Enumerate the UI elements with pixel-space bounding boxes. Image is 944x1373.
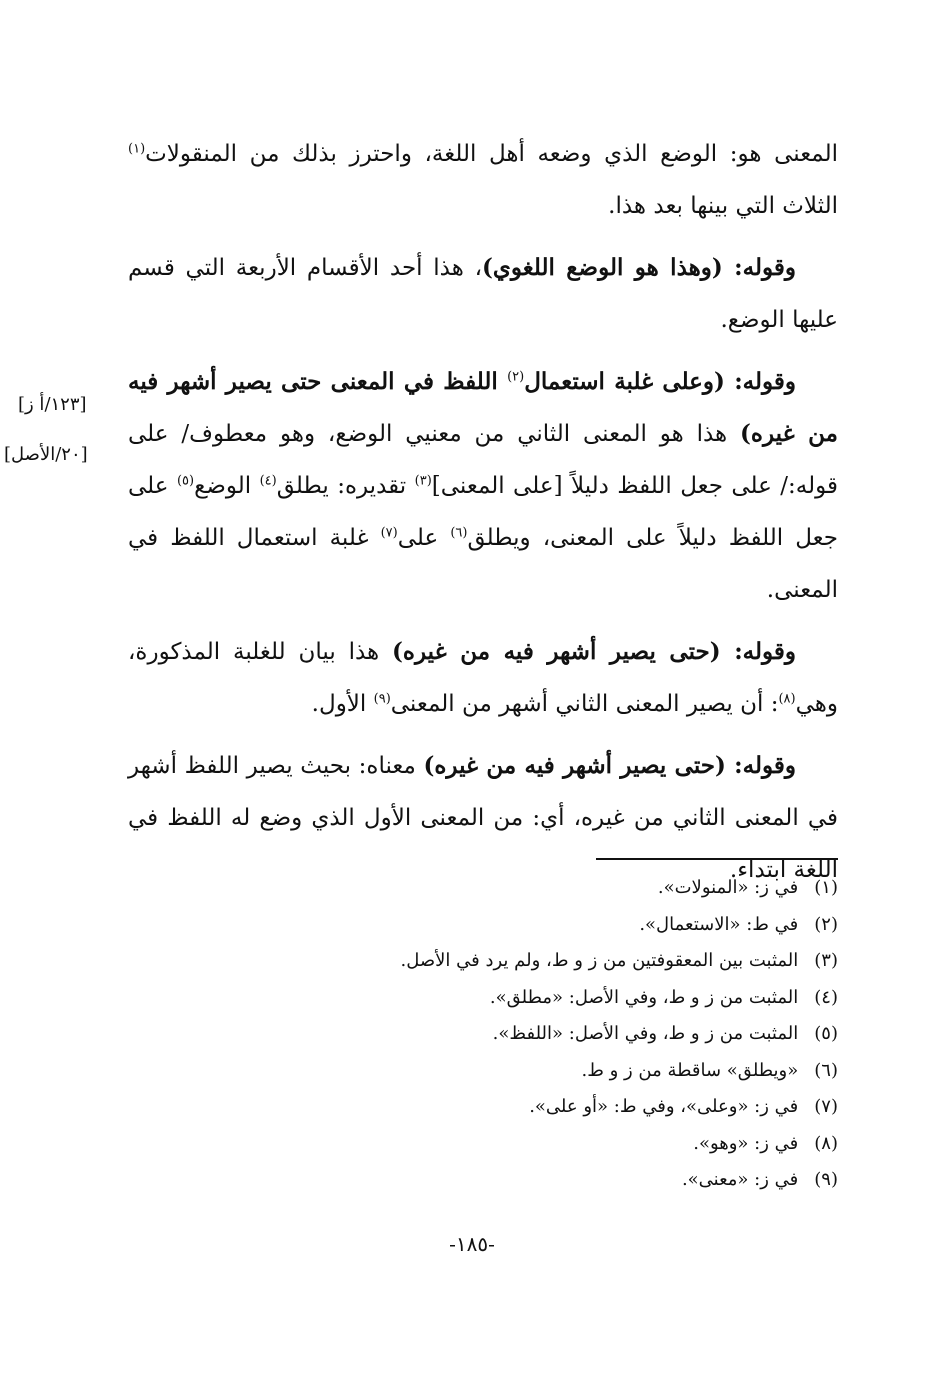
- footnote: [300, 1053, 838, 1090]
- footnote: [300, 907, 838, 944]
- footnote-text: المثبت من ز و ط، وفي الأصل: «اللفظ».: [492, 1023, 799, 1044]
- footnote-text: في ز: «وعلى»، وفي ط: «أو على».: [529, 1096, 799, 1117]
- text-run: هذا بيان للغلبة المذكورة، وهي: [128, 639, 838, 717]
- footnote-marker: (٨): [778, 691, 796, 707]
- footnote-marker: (٢): [507, 369, 525, 385]
- paragraph-4: [128, 626, 838, 730]
- text-run: المعنى هو: الوضع الذي وضعه أهل اللغة، واحترز بذلك من المنقولات: [145, 141, 838, 167]
- footnotes: [300, 870, 838, 1199]
- footnote-text: في ز: «المنولات».: [657, 877, 799, 898]
- footnote-number: (١): [814, 877, 838, 898]
- text-run: غلبة استعمال اللفظ في المعنى.: [128, 525, 838, 603]
- text-run: معناه: بحيث يصير اللفظ أشهر في المعنى الثاني من غيره، أي: من المعنى الأول الذي وضع له اللفظ في اللغة ابتداء.: [128, 753, 838, 883]
- paragraph-2: [128, 242, 838, 346]
- footnote: [300, 1126, 838, 1163]
- footnote-number: (٦): [814, 1059, 838, 1081]
- text-run: : أن يصير المعنى الثاني أشهر من المعنى: [390, 691, 779, 717]
- bold-run: وقوله:: [724, 368, 797, 395]
- bold-run: (حتى يصير أشهر فيه من غيره): [392, 638, 721, 665]
- footnote-number: (٥): [814, 1023, 838, 1044]
- footnote-marker: (٧): [380, 525, 398, 541]
- footnote: [300, 870, 838, 907]
- bold-run: وقوله:: [720, 638, 797, 665]
- margin-note-z: [١٢٣/أ ز]: [18, 394, 87, 415]
- main-text: [128, 128, 838, 906]
- text-run: تقديره: يطلق: [276, 473, 415, 499]
- footnote: [300, 980, 838, 1017]
- footnote-marker: (٤): [259, 473, 277, 489]
- bold-run: اللفظ في المعنى حتى يصير أشهر فيه من غيره): [128, 368, 838, 447]
- footnote-separator: [596, 858, 838, 860]
- paragraph-3: [128, 356, 838, 616]
- margin-note-asl: [٢٠/الأصل]: [4, 444, 88, 465]
- text-run: الأول.: [311, 691, 374, 717]
- footnote-text: «ويطلق» ساقطة من ز و ط.: [581, 1059, 799, 1081]
- footnote-marker: (٦): [450, 525, 468, 541]
- footnote-text: في ز: «وهو».: [693, 1132, 799, 1154]
- footnote-number: (٨): [814, 1132, 838, 1154]
- page-number: -١٨٥-: [449, 1232, 495, 1256]
- text-run: الوضع: [194, 473, 260, 499]
- footnote-number: (٣): [814, 950, 838, 971]
- footnote-text: في ط: «الاستعمال».: [639, 913, 799, 935]
- bold-run: وقوله:: [725, 752, 796, 779]
- footnote-number: (٤): [814, 986, 838, 1008]
- footnote-marker: (٩): [373, 691, 391, 707]
- footnote-text: المثبت من ز و ط، وفي الأصل: «مطلق».: [489, 986, 799, 1008]
- footnote-text: المثبت بين المعقوفتين من ز و ط، ولم يرد في الأصل.: [400, 950, 799, 971]
- bold-run: (حتى يصير أشهر فيه من غيره): [423, 752, 726, 779]
- footnote-marker: (٣): [414, 473, 432, 489]
- footnote: [300, 1089, 838, 1126]
- paragraph-1: [128, 128, 838, 232]
- bold-run: (وعلى غلبة استعمال: [524, 368, 725, 395]
- footnote: [300, 1016, 838, 1053]
- text-run: هذا هو المعنى الثاني من معنيي الوضع، وهو معطوف/ على قوله:/ على جعل اللفظ دليلاً [على المعنى]: [128, 421, 839, 499]
- text-run: على: [397, 525, 451, 551]
- bold-run: وقوله:: [722, 254, 796, 281]
- footnote-number: (٢): [814, 913, 838, 935]
- footnote-marker: (٥): [176, 473, 195, 489]
- footnote-marker: (١): [128, 141, 146, 157]
- footnote: [300, 943, 838, 980]
- text-run: ، هذا أحد الأقسام الأربعة التي قسم عليها الوضع.: [128, 255, 838, 333]
- footnote: [300, 1162, 838, 1199]
- text-run: الثلاث التي بينها بعد هذا.: [608, 193, 838, 219]
- text-run: على جعل اللفظ دليلاً على المعنى، ويطلق: [128, 473, 838, 551]
- bold-run: (وهذا هو الوضع اللغوي): [482, 254, 723, 281]
- footnote-text: في ز: «معنى».: [681, 1169, 799, 1190]
- footnote-number: (٩): [814, 1169, 838, 1190]
- footnote-number: (٧): [814, 1096, 838, 1117]
